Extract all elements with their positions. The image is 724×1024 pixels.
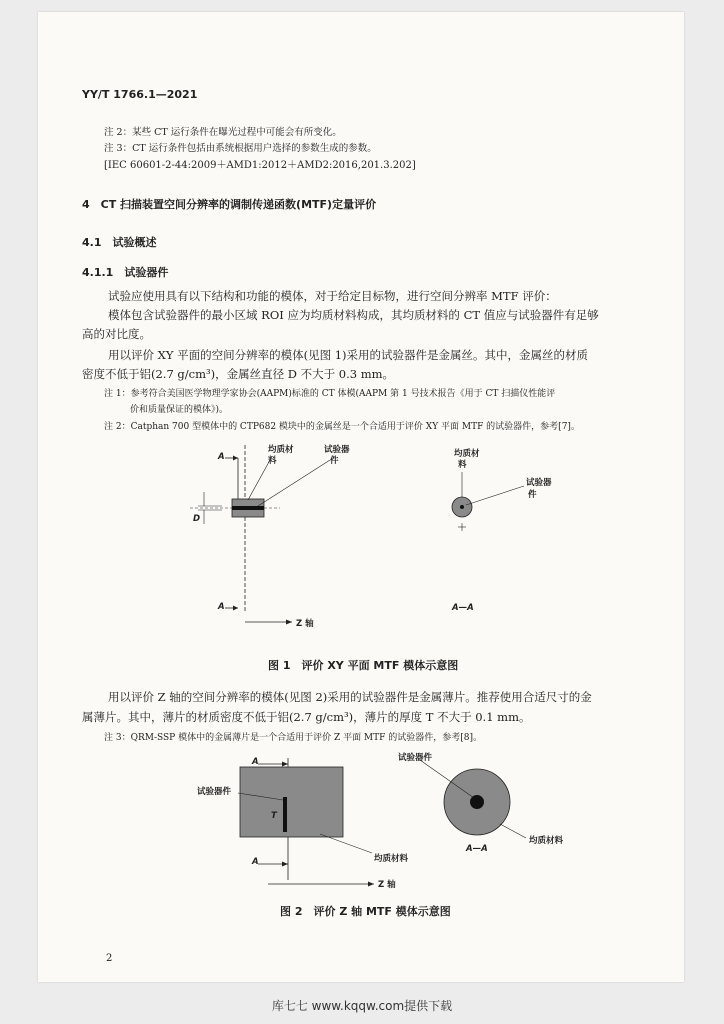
- leader-uniform: [248, 460, 270, 500]
- figure-1-caption: 图 1 评价 XY 平面 MTF 模体示意图: [268, 659, 459, 672]
- leader-uniform-3: [320, 834, 372, 853]
- label-uniform-1: 均质材: [268, 445, 294, 455]
- paragraph: 试验应使用具有以下结构和功能的模体，对于给定目标物，进行空间分辨率 MTF 评价：: [108, 289, 557, 303]
- label-device-1: 试验器: [324, 445, 350, 455]
- arrowhead: [282, 762, 288, 767]
- paragraph: 属薄片。其中，薄片的材质密度不低于铝(2.7 g/cm³)，薄片的厚度 T 不大于 0.1 mm。: [82, 710, 531, 724]
- label-a: A: [218, 602, 225, 612]
- download-footer: 库七七 www.kqqw.com提供下载: [271, 999, 453, 1013]
- arrowhead: [233, 456, 238, 461]
- metal-wire-dot: [460, 505, 464, 509]
- label-uniform-4: 均质材料: [529, 836, 564, 846]
- label-d: D: [193, 514, 201, 524]
- section-4-1-title: 4.1 试验概述: [82, 236, 157, 249]
- label-t: T: [271, 811, 277, 821]
- phantom-block: [240, 767, 343, 837]
- label-device-1b: 件: [330, 456, 339, 466]
- arrowhead: [233, 606, 238, 611]
- leader-device: [258, 460, 330, 506]
- metal-wire: [232, 506, 264, 510]
- standard-number: YY/T 1766.1—2021: [82, 88, 198, 101]
- leader-device-2: [466, 486, 524, 505]
- arrowhead: [282, 862, 288, 867]
- label-device-2: 试验器: [526, 478, 552, 488]
- label-uniform-3: 均质材料: [374, 854, 409, 864]
- label-device-2b: 件: [528, 490, 537, 500]
- metal-sheet-dot: [470, 795, 484, 809]
- label-a: A: [218, 452, 225, 462]
- figure-2-caption: 图 2 评价 Z 轴 MTF 模体示意图: [280, 905, 451, 918]
- leader-uniform-4: [500, 824, 526, 838]
- label-a-2: A: [252, 857, 259, 867]
- paragraph: 用以评价 XY 平面的空间分辨率的模体(见图 1)采用的试验器件是金属丝。其中，金属丝的材质: [108, 348, 589, 362]
- paragraph: 用以评价 Z 轴的空间分辨率的模体(见图 2)采用的试验器件是金属薄片。推荐使用合适尺寸的金: [108, 690, 592, 704]
- arrowhead: [368, 882, 374, 887]
- note-2b: 注 2：Catphan 700 型模体中的 CTP682 模块中的金属丝是一个合适用于评价 XY 平面 MTF 的试验器件，参考[7]。: [104, 422, 580, 432]
- paragraph: 模体包含试验器件的最小区域 ROI 应为均质材料构成，其均质材料的 CT 值应与试验器件有足够: [108, 308, 599, 322]
- label-section-2: A—A: [466, 844, 488, 854]
- metal-sheet: [283, 797, 287, 832]
- note-1-cont: 价和质量保证的模体》)。: [130, 405, 229, 415]
- note-2: 注 2：某些 CT 运行条件在曝光过程中可能会有所变化。: [104, 127, 342, 138]
- paragraph: 高的对比度。: [82, 327, 151, 341]
- section-4-title: 4 CT 扫描装置空间分辨率的调制传递函数(MTF)定量评价: [82, 198, 377, 211]
- label-section: A—A: [452, 603, 474, 613]
- section-4-1-1-title: 4.1.1 试验器件: [82, 266, 169, 279]
- label-uniform-2b: 料: [458, 460, 467, 470]
- label-device-4: 试验器件: [398, 753, 433, 763]
- note-3b: 注 3：QRM-SSP 模体中的金属薄片是一个合适用于评价 Z 平面 MTF 的试验器件，参考[8]。: [104, 733, 482, 743]
- note-3: 注 3：CT 运行条件包括由系统根据用户选择的参数生成的参数。: [104, 143, 377, 154]
- label-a-2: A: [252, 757, 259, 767]
- label-z-axis-2: Z 轴: [378, 880, 396, 890]
- label-z-axis: Z 轴: [296, 619, 314, 629]
- arrowhead: [286, 620, 292, 625]
- page-number: 2: [106, 953, 113, 964]
- reference: [IEC 60601-2-44:2009＋AMD1:2012＋AMD2:2016,201.3.202]: [104, 160, 416, 171]
- paragraph: 密度不低于铝(2.7 g/cm³)，金属丝直径 D 不大于 0.3 mm。: [82, 367, 395, 381]
- label-uniform-1b: 料: [268, 456, 277, 466]
- label-uniform-2: 均质材: [454, 449, 480, 459]
- label-device-3: 试验器件: [197, 787, 232, 797]
- note-1: 注 1：参考符合美国医学物理学家协会(AAPM)标准的 CT 体模(AAPM 第 1 号技术报告《用于 CT 扫描仪性能评: [104, 389, 556, 399]
